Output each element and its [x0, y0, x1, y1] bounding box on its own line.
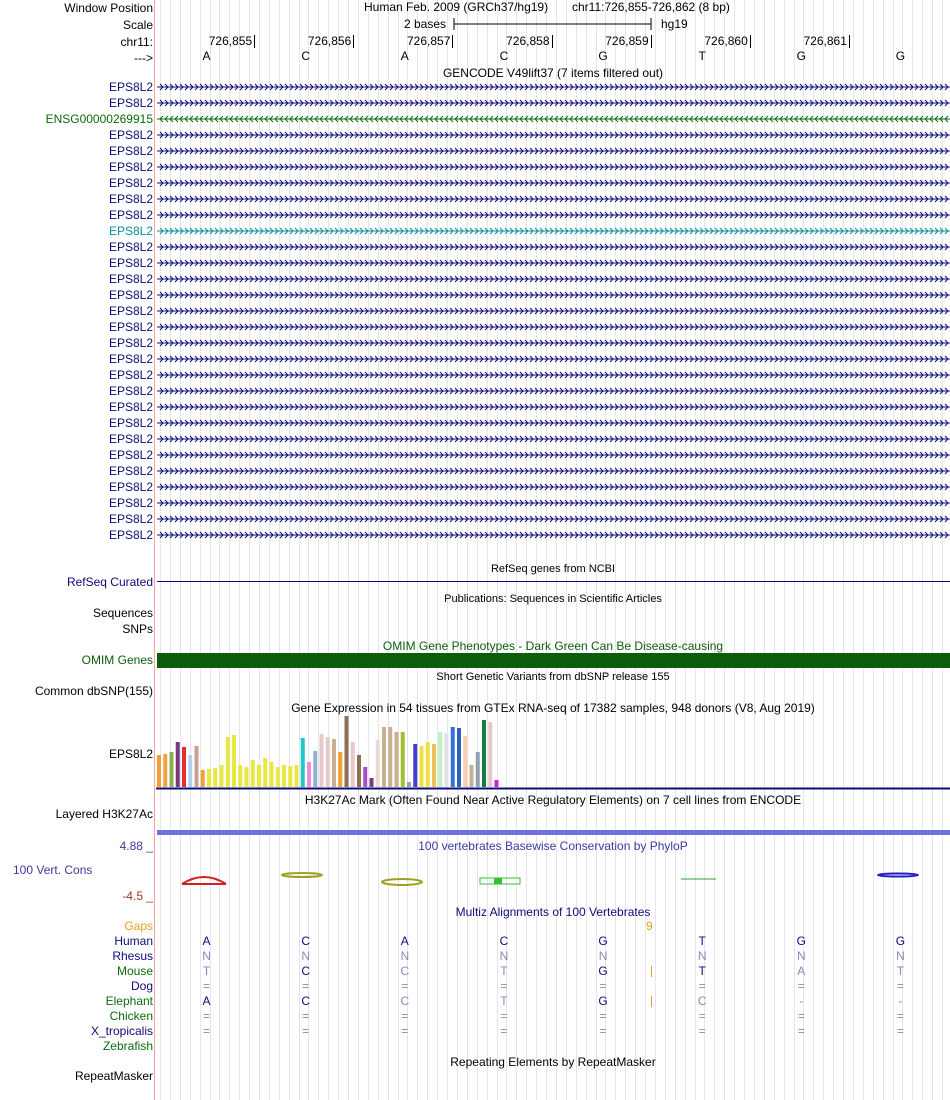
gencode-row-label[interactable]: EPS8L2	[108, 144, 153, 158]
phylop-max-label: 4.88 _	[119, 839, 153, 853]
multiz-base: =	[302, 1024, 310, 1038]
multiz-species-label[interactable]: X_tropicalis	[90, 1024, 153, 1038]
gtex-tissue-bar[interactable]	[232, 735, 236, 787]
gencode-transcript[interactable]	[157, 530, 950, 540]
gtex-tissue-bar[interactable]	[320, 734, 324, 787]
ruler-tick-label: 726,855	[208, 34, 253, 48]
gtex-tissue-bar[interactable]	[457, 728, 461, 787]
gtex-tissue-bar[interactable]	[238, 765, 242, 787]
base-letter: C	[499, 49, 509, 63]
gencode-transcript[interactable]	[157, 418, 950, 428]
h3k27ac-track-title[interactable]: H3K27Ac Mark (Often Found Near Active Regulatory Elements) on 7 cell lines from ENCODE	[304, 793, 802, 807]
multiz-base: N	[499, 949, 509, 963]
gtex-tissue-bar[interactable]	[163, 754, 167, 787]
gencode-row-label[interactable]: EPS8L2	[108, 432, 153, 446]
gencode-transcript[interactable]	[157, 482, 950, 492]
gtex-tissue-bar[interactable]	[263, 758, 267, 787]
gencode-transcript[interactable]	[157, 466, 950, 476]
gtex-tissue-bar[interactable]	[226, 737, 230, 787]
gencode-transcript[interactable]	[157, 354, 950, 364]
multiz-base: C	[697, 994, 707, 1008]
base-letter: G	[796, 49, 806, 63]
gtex-tissue-bar[interactable]	[413, 744, 417, 787]
multiz-base: -	[799, 994, 804, 1008]
multiz-base: N	[400, 949, 410, 963]
gtex-tissue-bar[interactable]	[326, 737, 330, 787]
gencode-row-label[interactable]: EPS8L2	[108, 464, 153, 478]
multiz-species-label[interactable]: Rhesus	[112, 949, 153, 963]
gencode-transcript[interactable]	[157, 130, 950, 140]
gencode-transcript[interactable]	[157, 290, 950, 300]
gtex-tissue-bar[interactable]	[207, 769, 211, 787]
multiz-base: C	[400, 964, 410, 978]
gencode-row-label[interactable]: EPS8L2	[108, 528, 153, 542]
multiz-base: =	[698, 1024, 706, 1038]
gtex-tissue-bar[interactable]	[345, 716, 349, 787]
scale-db: hg19	[661, 17, 688, 31]
gtex-tissue-bar[interactable]	[351, 742, 355, 787]
gtex-tissue-bar[interactable]	[182, 747, 186, 787]
gencode-transcript[interactable]	[157, 274, 950, 284]
gencode-transcript[interactable]	[157, 434, 950, 444]
ruler-tick-mark	[452, 35, 453, 48]
gtex-tissue-bar[interactable]	[476, 752, 480, 787]
gaps-number: 9	[646, 919, 653, 933]
strand-label: --->	[134, 51, 153, 65]
gtex-track-title[interactable]: Gene Expression in 54 tissues from GTEx RNA-seq of 17382 samples, 948 donors (V8, Aug 2019)	[291, 701, 815, 715]
phylop-label[interactable]: 100 Vert. Cons	[13, 863, 93, 877]
gencode-transcript[interactable]	[157, 210, 950, 220]
gtex-tissue-bar[interactable]	[282, 765, 286, 787]
gencode-transcript[interactable]	[157, 178, 950, 188]
gtex-tissue-bar[interactable]	[407, 782, 411, 787]
sequences-label[interactable]: Sequences	[92, 606, 153, 620]
gencode-transcript[interactable]	[157, 386, 950, 396]
gtex-tissue-bar[interactable]	[388, 727, 392, 787]
gtex-tissue-bar[interactable]	[301, 738, 305, 787]
gencode-transcript[interactable]	[157, 306, 950, 316]
multiz-base: G	[598, 964, 608, 978]
gencode-row-label[interactable]: EPS8L2	[108, 352, 153, 366]
multiz-base: A	[202, 934, 211, 948]
multiz-base: N	[598, 949, 608, 963]
multiz-base: =	[797, 1009, 805, 1023]
multiz-base: C	[499, 934, 509, 948]
multiz-base: =	[896, 1024, 904, 1038]
multiz-base: =	[401, 979, 409, 993]
gencode-transcript[interactable]	[157, 450, 950, 460]
gtex-tissue-bar[interactable]	[170, 752, 174, 787]
ruler-tick-label: 726,858	[506, 34, 550, 48]
gtex-tissue-bar[interactable]	[195, 746, 199, 787]
gencode-row-label[interactable]: EPS8L2	[108, 128, 153, 142]
ruler-tick-label: 726,860	[704, 34, 748, 48]
multiz-base: =	[500, 1024, 508, 1038]
chrom-label: chr11:	[120, 35, 153, 49]
multiz-base: =	[500, 1009, 508, 1023]
gencode-row-label[interactable]: EPS8L2	[108, 208, 153, 222]
ruler-tick-mark	[750, 35, 751, 48]
ruler-tick-label: 726,859	[605, 34, 649, 48]
gencode-transcript[interactable]	[157, 370, 950, 380]
gencode-row-label[interactable]: EPS8L2	[108, 400, 153, 414]
multiz-base: =	[203, 1024, 211, 1038]
gencode-transcript[interactable]	[157, 258, 950, 268]
gencode-row-label[interactable]: EPS8L2	[108, 256, 153, 270]
gencode-row-label[interactable]: EPS8L2	[108, 304, 153, 318]
gtex-tissue-bar[interactable]	[363, 767, 367, 787]
scale-bar	[453, 17, 653, 31]
base-letter: C	[301, 49, 311, 63]
multiz-base: C	[301, 994, 311, 1008]
omim-track-title[interactable]: OMIM Gene Phenotypes - Dark Green Can Be Disease-causing	[382, 639, 724, 653]
gencode-transcript[interactable]	[157, 322, 950, 332]
gencode-track-title[interactable]: GENCODE V49lift37 (7 items filtered out)	[442, 66, 664, 80]
gtex-tissue-bar[interactable]	[307, 762, 311, 787]
gtex-tissue-bar[interactable]	[370, 778, 374, 787]
multiz-base: G	[598, 994, 608, 1008]
multiz-base: T	[896, 964, 905, 978]
gencode-transcript[interactable]	[157, 338, 950, 348]
multiz-species-label[interactable]: Human	[114, 934, 153, 948]
ruler-tick-label: 726,856	[307, 34, 352, 48]
ruler-tick-mark	[849, 35, 850, 48]
multiz-base: N	[202, 949, 211, 963]
repeatmasker-track-title[interactable]: Repeating Elements by RepeatMasker	[450, 1055, 656, 1069]
phylop-signal[interactable]	[156, 866, 950, 892]
ruler-tick-label: 726,861	[803, 34, 847, 48]
refseq-feature[interactable]	[157, 581, 950, 582]
gtex-tissue-bar[interactable]	[382, 727, 386, 787]
gtex-tissue-bar[interactable]	[257, 765, 261, 787]
gencode-row-label[interactable]: EPS8L2	[108, 336, 153, 350]
multiz-track-title[interactable]: Multiz Alignments of 100 Vertebrates	[455, 905, 651, 919]
gencode-row-label[interactable]: EPS8L2	[108, 272, 153, 286]
base-letter: G	[895, 49, 906, 63]
ruler-tick-mark	[353, 35, 354, 48]
assembly-name: Human Feb. 2009 (GRCh37/hg19)	[364, 0, 549, 14]
scale-label: Scale	[122, 18, 153, 32]
gencode-transcript[interactable]	[157, 194, 950, 204]
gencode-row-label[interactable]: EPS8L2	[108, 288, 153, 302]
multiz-base: A	[400, 934, 409, 948]
multiz-base: =	[797, 1024, 805, 1038]
multiz-base: T	[500, 964, 508, 978]
multiz-species-label[interactable]: Dog	[130, 979, 153, 993]
dbsnp-label[interactable]: Common dbSNP(155)	[34, 684, 153, 698]
gtex-tissue-bar[interactable]	[188, 755, 192, 787]
multiz-base: =	[599, 979, 607, 993]
gtex-tissue-bar[interactable]	[201, 770, 205, 787]
multiz-base: G	[796, 934, 806, 948]
gencode-transcript[interactable]	[157, 146, 950, 156]
gencode-row-label[interactable]: EPS8L2	[108, 96, 153, 110]
omim-feature[interactable]	[157, 653, 950, 668]
multiz-species-label[interactable]: Zebrafish	[102, 1039, 153, 1053]
base-letter: T	[698, 49, 706, 63]
window-position-label: Window Position	[64, 1, 153, 15]
multiz-base: N	[896, 949, 905, 963]
gaps-label[interactable]: Gaps	[124, 919, 153, 933]
gtex-tissue-bar[interactable]	[220, 765, 224, 787]
phylop-track-title[interactable]: 100 vertebrates Basewise Conservation by PhyloP	[418, 839, 688, 853]
h3k27ac-label[interactable]: Layered H3K27Ac	[55, 807, 153, 821]
gtex-tissue-bar[interactable]	[357, 755, 361, 787]
refseq-track-title[interactable]: RefSeq genes from NCBI	[490, 563, 616, 575]
base-letter: A	[202, 49, 211, 63]
gencode-row-label[interactable]: EPS8L2	[108, 192, 153, 206]
multiz-base: =	[500, 979, 508, 993]
gencode-transcript[interactable]	[157, 114, 950, 124]
gtex-tissue-bar[interactable]	[401, 732, 405, 787]
gencode-row-label[interactable]: EPS8L2	[108, 320, 153, 334]
gencode-row-label[interactable]: EPS8L2	[108, 416, 153, 430]
gtex-tissue-bar[interactable]	[270, 762, 274, 787]
gtex-tissue-bar[interactable]	[176, 742, 180, 787]
gtex-tissue-bar[interactable]	[288, 766, 292, 787]
base-letter: A	[400, 49, 409, 63]
label-track-separator	[154, 0, 155, 1100]
multiz-base: =	[302, 979, 310, 993]
gtex-tissue-bar[interactable]	[488, 722, 492, 787]
gtex-tissue-bar[interactable]	[376, 740, 380, 787]
multiz-base: A	[797, 964, 806, 978]
multiz-base: C	[400, 994, 410, 1008]
gencode-transcript[interactable]	[157, 498, 950, 508]
gtex-tissue-bar[interactable]	[420, 746, 424, 787]
snps-label[interactable]: SNPs	[122, 622, 153, 636]
omim-label[interactable]: OMIM Genes	[81, 653, 153, 667]
gencode-row-label[interactable]: EPS8L2	[108, 480, 153, 494]
gencode-transcript[interactable]	[157, 98, 950, 108]
gtex-tissue-bar[interactable]	[482, 720, 486, 787]
gtex-tissue-bar[interactable]	[213, 768, 217, 787]
phylop-min-label: -4.5 _	[122, 889, 153, 903]
multiz-base: =	[896, 1009, 904, 1023]
gencode-row-label[interactable]: EPS8L2	[108, 160, 153, 174]
gtex-tissue-bar[interactable]	[251, 760, 255, 787]
base-letter: G	[598, 49, 608, 63]
gencode-row-label[interactable]: EPS8L2	[108, 240, 153, 254]
ruler-tick-label: 726,857	[406, 34, 451, 48]
gtex-tissue-bar[interactable]	[470, 765, 474, 787]
gencode-transcript[interactable]	[157, 82, 950, 92]
gtex-tissue-bar[interactable]	[295, 765, 299, 787]
gtex-tissue-bar[interactable]	[338, 752, 342, 787]
multiz-base: N	[796, 949, 806, 963]
multiz-base: =	[599, 1024, 607, 1038]
gtex-tissue-bar[interactable]	[313, 751, 317, 787]
gtex-tissue-bar[interactable]	[426, 742, 430, 787]
multiz-base: =	[203, 1009, 211, 1023]
scale-bar-text: 2 bases	[404, 17, 447, 31]
gencode-transcript[interactable]	[157, 162, 950, 172]
gencode-row-label[interactable]: EPS8L2	[108, 496, 153, 510]
insertion-marker	[651, 966, 652, 977]
gtex-tissue-bar[interactable]	[438, 732, 442, 787]
gtex-tissue-bar[interactable]	[463, 736, 467, 787]
multiz-base: T	[698, 934, 706, 948]
gencode-transcript[interactable]	[157, 402, 950, 412]
gencode-transcript[interactable]	[157, 242, 950, 252]
gtex-tissue-bar[interactable]	[332, 739, 336, 787]
h3k27ac-signal[interactable]	[157, 830, 950, 835]
gtex-tissue-bar[interactable]	[157, 755, 161, 787]
gtex-bar-chart[interactable]	[156, 714, 950, 790]
multiz-base: N	[301, 949, 311, 963]
multiz-base: G	[598, 934, 608, 948]
dbsnp-track-title[interactable]: Short Genetic Variants from dbSNP release 155	[436, 671, 670, 683]
gtex-tissue-bar[interactable]	[276, 767, 280, 787]
refseq-label[interactable]: RefSeq Curated	[66, 575, 153, 589]
gencode-row-label[interactable]: EPS8L2	[108, 368, 153, 382]
multiz-base: =	[203, 979, 211, 993]
ruler-tick-mark	[552, 35, 553, 48]
gtex-tissue-bar[interactable]	[445, 733, 449, 787]
multiz-base: =	[698, 979, 706, 993]
gencode-row-label[interactable]: ENSG00000269915	[45, 112, 153, 126]
gtex-tissue-bar[interactable]	[432, 744, 436, 787]
gtex-tissue-bar[interactable]	[245, 767, 249, 787]
ruler-tick-mark	[254, 35, 255, 48]
gtex-tissue-bar[interactable]	[395, 732, 399, 787]
gencode-transcript[interactable]	[157, 226, 950, 236]
multiz-base: =	[401, 1009, 409, 1023]
multiz-base: =	[302, 1009, 310, 1023]
insertion-marker	[651, 996, 652, 1007]
multiz-base: G	[895, 934, 906, 948]
gencode-row-label[interactable]: EPS8L2	[108, 448, 153, 462]
multiz-species-label[interactable]: Elephant	[105, 994, 153, 1008]
multiz-base: T	[202, 964, 211, 978]
multiz-species-label[interactable]: Mouse	[116, 964, 153, 978]
gencode-row-label[interactable]: EPS8L2	[108, 80, 153, 94]
multiz-base: =	[599, 1009, 607, 1023]
multiz-base: N	[697, 949, 707, 963]
multiz-base: T	[698, 964, 706, 978]
multiz-species-label[interactable]: Chicken	[109, 1009, 153, 1023]
multiz-base: =	[896, 979, 904, 993]
multiz-base: =	[797, 979, 805, 993]
gencode-row-label[interactable]: EPS8L2	[108, 176, 153, 190]
multiz-base: -	[898, 994, 903, 1008]
multiz-base: A	[202, 994, 211, 1008]
multiz-base: C	[301, 964, 311, 978]
repeatmasker-label[interactable]: RepeatMasker	[74, 1069, 153, 1083]
publications-track-title[interactable]: Publications: Sequences in Scientific Articles	[444, 593, 662, 605]
gencode-row-label[interactable]: EPS8L2	[108, 224, 153, 238]
gtex-tissue-bar[interactable]	[451, 727, 455, 787]
gtex-tissue-bar[interactable]	[495, 780, 499, 787]
gencode-row-label[interactable]: EPS8L2	[108, 512, 153, 526]
position-text: chr11:726,855-726,862 (8 bp)	[572, 0, 730, 14]
multiz-base: C	[301, 934, 311, 948]
multiz-base: =	[698, 1009, 706, 1023]
ruler-tick-mark	[651, 35, 652, 48]
multiz-base: T	[500, 994, 508, 1008]
multiz-base: =	[401, 1024, 409, 1038]
gtex-label[interactable]: EPS8L2	[108, 747, 153, 761]
gencode-transcript[interactable]	[157, 514, 950, 524]
gencode-row-label[interactable]: EPS8L2	[108, 384, 153, 398]
